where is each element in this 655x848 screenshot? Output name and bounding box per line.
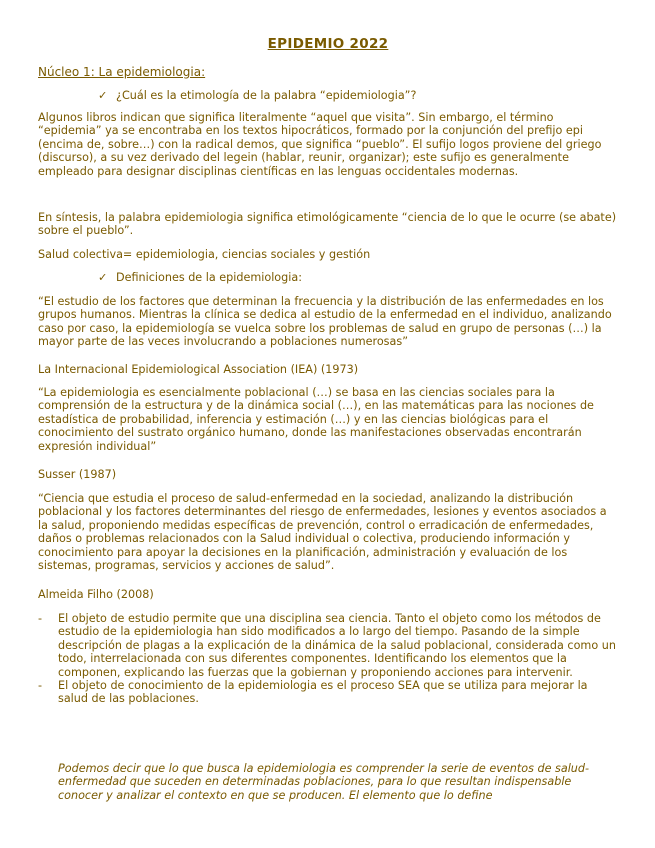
paragraph-etimologia: Algunos libros indican que significa literalmente “aquel que visita”. Sin embargo, el término “epidemia” ya se encontraba en los textos hipocráticos, formado por la conjunción del prefijo epi (encima de, sobre…) con la radical demos, que significa “pueblo”. El sufijo logos proviene del griego (discurso), a su vez derivado del legein (hablar, reunir, organizar); este sufijo es generalmente empleado para designar disciplinas científicas en las lenguas occidentales modernas.	[38, 111, 602, 178]
closing-paragraph: Podemos decir que lo que busca la epidemiologia es comprender la serie de eventos de salud-enfermedad que suceden en determinadas poblaciones, para lo que resultan indispensable conocer y analizar el contexto en que se producen. El elemento que lo define	[58, 762, 590, 802]
quote-almeida: “Ciencia que estudia el proceso de salud-enfermedad en la sociedad, analizando la distribución poblacional y los factores determinantes del riesgo de enfermedades, lesiones y eventos asociados a la salud, proponiendo medidas específicas de prevención, control o erradicación de enfermedades, daños o problemas relacionados con la Salud individual o colectiva, produciendo información y conocimiento para apoyar la decisiones en la planificación, administración y evaluación de los sistemas, programas, servicios y acciones de salud”.	[38, 492, 607, 573]
dash-marker: -	[38, 679, 43, 693]
source-iea: La Internacional Epidemiological Association (IEA) (1973)	[38, 363, 359, 376]
question-etimologia	[98, 89, 416, 102]
checkmark-icon: ✓	[98, 271, 108, 284]
checkmark-icon: ✓	[98, 89, 108, 102]
source-susser: Susser (1987)	[38, 468, 117, 481]
source-almeida: Almeida Filho (2008)	[38, 588, 154, 601]
document-title: EPIDEMIO 2022	[267, 36, 389, 52]
quote-susser: “La epidemiologia es esencialmente poblacional (…) se basa en las ciencias sociales para la comprensión de la estructura y de la dinámica social (…), en las matemáticas para las nociones de estadística de probabilidad, inferencia y estimación (…) y en las ciencias biológicas para el conocimiento del sustrato orgánico humano, donde las manifestaciones observadas encontrarán expresión individual”	[38, 386, 594, 453]
paragraph-salud-colectiva: Salud colectiva= epidemiologia, ciencias sociales y gestión	[38, 248, 371, 261]
quote-iea: “El estudio de los factores que determinan la frecuencia y la distribución de las enfermedades en los grupos humanos. Mientras la clínica se dedica al estudio de la enfermedad en el individuo, analizando caso por caso, la epidemiología se vuelca sobre los problemas de salud en grupo de personas (…) la mayor parte de las veces involucrando a poblaciones numerosas”	[38, 295, 612, 349]
list-item-text: El objeto de estudio permite que una disciplina sea ciencia. Tanto el objeto como los métodos de estudio de la epidemiologia han sido modificados a lo largo del tiempo. Pasando de la simple descripción de plagas a la explicación de la dinámica de la salud poblacional, considerada como un todo, interrelacionada con sus diferentes componentes. Identificando los elementos que la componen, explicando las fuerzas que la gobiernan y proponiendo acciones para intervenir.	[58, 612, 616, 679]
question-text: ¿Cuál es la etimología de la palabra “epidemiologia”?	[116, 89, 417, 102]
bullet-list	[38, 612, 618, 706]
list-item	[38, 612, 618, 679]
paragraph-sintesis: En síntesis, la palabra epidemiologia significa etimológicamente “ciencia de lo que le ocurre (se abate) sobre el pueblo”.	[38, 211, 617, 238]
list-item	[38, 679, 618, 706]
nucleus-heading: Núcleo 1: La epidemiologia:	[38, 65, 206, 79]
question-definiciones	[98, 271, 302, 284]
list-item-text: El objeto de conocimiento de la epidemiologia es el proceso SEA que se utiliza para mejorar la salud de las poblaciones.	[58, 679, 588, 706]
question-text: Definiciones de la epidemiologia:	[116, 271, 302, 284]
dash-marker: -	[38, 612, 43, 625]
